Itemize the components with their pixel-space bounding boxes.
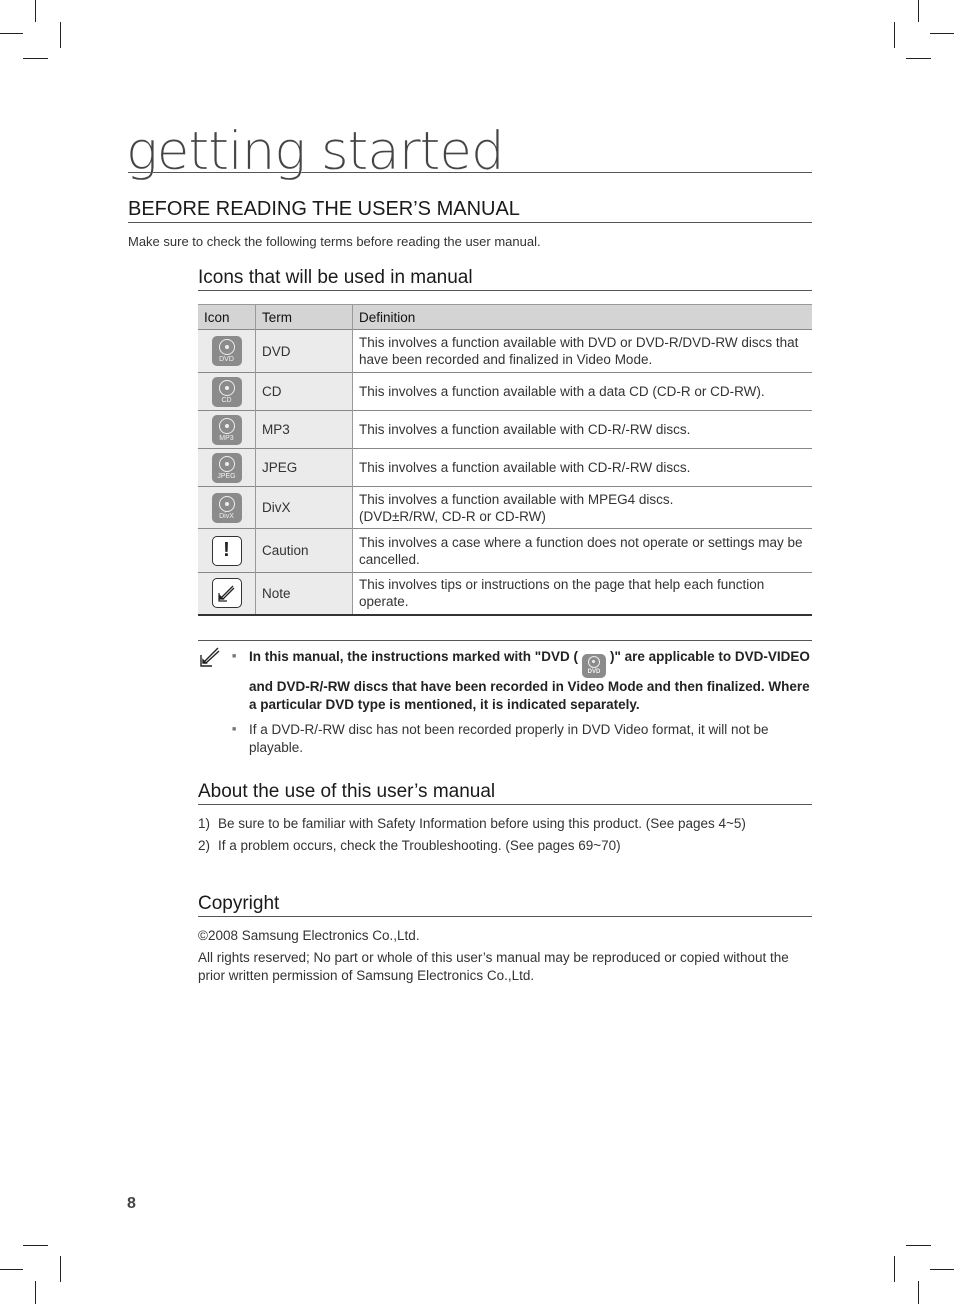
list-item: 2) If a problem occurs, check the Troubleshooting. (See pages 69~70) <box>198 838 621 853</box>
definition-cell: This involves a case where a function does not operate or settings may be cancelled. <box>353 529 813 573</box>
term-cell: Note <box>256 573 353 615</box>
copyright-section-title: Copyright <box>198 893 812 917</box>
crop-mark <box>930 33 954 34</box>
header-term: Term <box>256 305 353 330</box>
term-cell: MP3 <box>256 411 353 449</box>
table-row <box>198 573 812 615</box>
table-header-row <box>198 305 812 330</box>
crop-mark <box>60 1256 61 1282</box>
note-bullet: ■ If a DVD-R/-RW disc has not been recorded properly in DVD Video format, it will not be playable. <box>231 721 812 757</box>
table-row <box>198 529 812 573</box>
crop-mark <box>918 1281 919 1304</box>
crop-mark <box>35 0 36 22</box>
note-block <box>198 640 812 755</box>
copyright-line: ©2008 Samsung Electronics Co.,Ltd. <box>198 928 420 943</box>
cd-disc-icon: CD <box>212 377 242 407</box>
crop-mark <box>0 1269 23 1270</box>
list-item: 1) Be sure to be familiar with Safety Information before using this product. (See pages 4~5) <box>198 816 746 831</box>
definition-cell: This involves tips or instructions on the page that help each function operate. <box>353 573 813 615</box>
mp3-disc-icon: MP3 <box>212 415 242 445</box>
term-cell: DVD <box>256 330 353 373</box>
term-cell: CD <box>256 373 353 411</box>
dvd-disc-icon: DVD <box>582 654 606 678</box>
table-row <box>198 487 812 529</box>
crop-mark <box>60 22 61 48</box>
page-number: 8 <box>127 1195 136 1212</box>
header-definition: Definition <box>353 305 813 330</box>
note-list <box>231 648 812 764</box>
icons-section-title: Icons that will be used in manual <box>198 267 812 291</box>
crop-mark <box>0 33 23 34</box>
definition-cell: This involves a function available with MPEG4 discs. (DVD±R/RW, CD-R or CD-RW) <box>353 487 813 529</box>
icons-table <box>198 304 812 616</box>
chapter-header <box>126 121 812 182</box>
divx-disc-icon: DivX <box>212 493 242 523</box>
note-icon <box>198 643 224 674</box>
table-row <box>198 373 812 411</box>
term-cell: DivX <box>256 487 353 529</box>
header-icon: Icon <box>198 305 256 330</box>
definition-cell: This involves a function available with CD-R/-RW discs. <box>353 449 813 487</box>
crop-mark <box>930 1269 954 1270</box>
term-cell: Caution <box>256 529 353 573</box>
crop-mark <box>906 58 931 59</box>
table-row <box>198 449 812 487</box>
caution-icon: ! <box>212 536 242 566</box>
section-intro: Make sure to check the following terms before reading the user manual. <box>128 234 541 249</box>
crop-mark <box>23 58 48 59</box>
dvd-disc-icon: DVD <box>212 336 242 366</box>
jpeg-disc-icon: JPEG <box>212 453 242 483</box>
chapter-title: getting started <box>126 121 504 182</box>
note-icon <box>212 578 242 608</box>
crop-mark <box>906 1245 931 1246</box>
crop-mark <box>35 1281 36 1304</box>
term-cell: JPEG <box>256 449 353 487</box>
about-section-title: About the use of this user’s manual <box>198 781 812 805</box>
crop-mark <box>918 0 919 22</box>
copyright-notice: All rights reserved; No part or whole of this user’s manual may be reproduced or copied without the prior written permission of Samsung Electronics Co.,Ltd. <box>198 950 789 983</box>
table-row <box>198 330 812 373</box>
about-list <box>198 815 746 859</box>
note-bullet: ■ In this manual, the instructions marked with "DVD ( DVD )" are applicable to DVD-VIDEO and DVD-R/-RW discs that have been recorded in Video Mode and then finalized. Where a particular DVD type is mentioned, it is indicated separately. <box>231 648 812 714</box>
table-row <box>198 411 812 449</box>
definition-cell: This involves a function available with CD-R/-RW discs. <box>353 411 813 449</box>
definition-cell: This involves a function available with a data CD (CD-R or CD-RW). <box>353 373 813 411</box>
crop-mark <box>894 22 895 48</box>
definition-cell: This involves a function available with DVD or DVD-R/DVD-RW discs that have been recorded and finalized in Video Mode. <box>353 330 813 373</box>
crop-mark <box>23 1245 48 1246</box>
section-title: BEFORE READING THE USER’S MANUAL <box>128 198 812 223</box>
crop-mark <box>894 1256 895 1282</box>
